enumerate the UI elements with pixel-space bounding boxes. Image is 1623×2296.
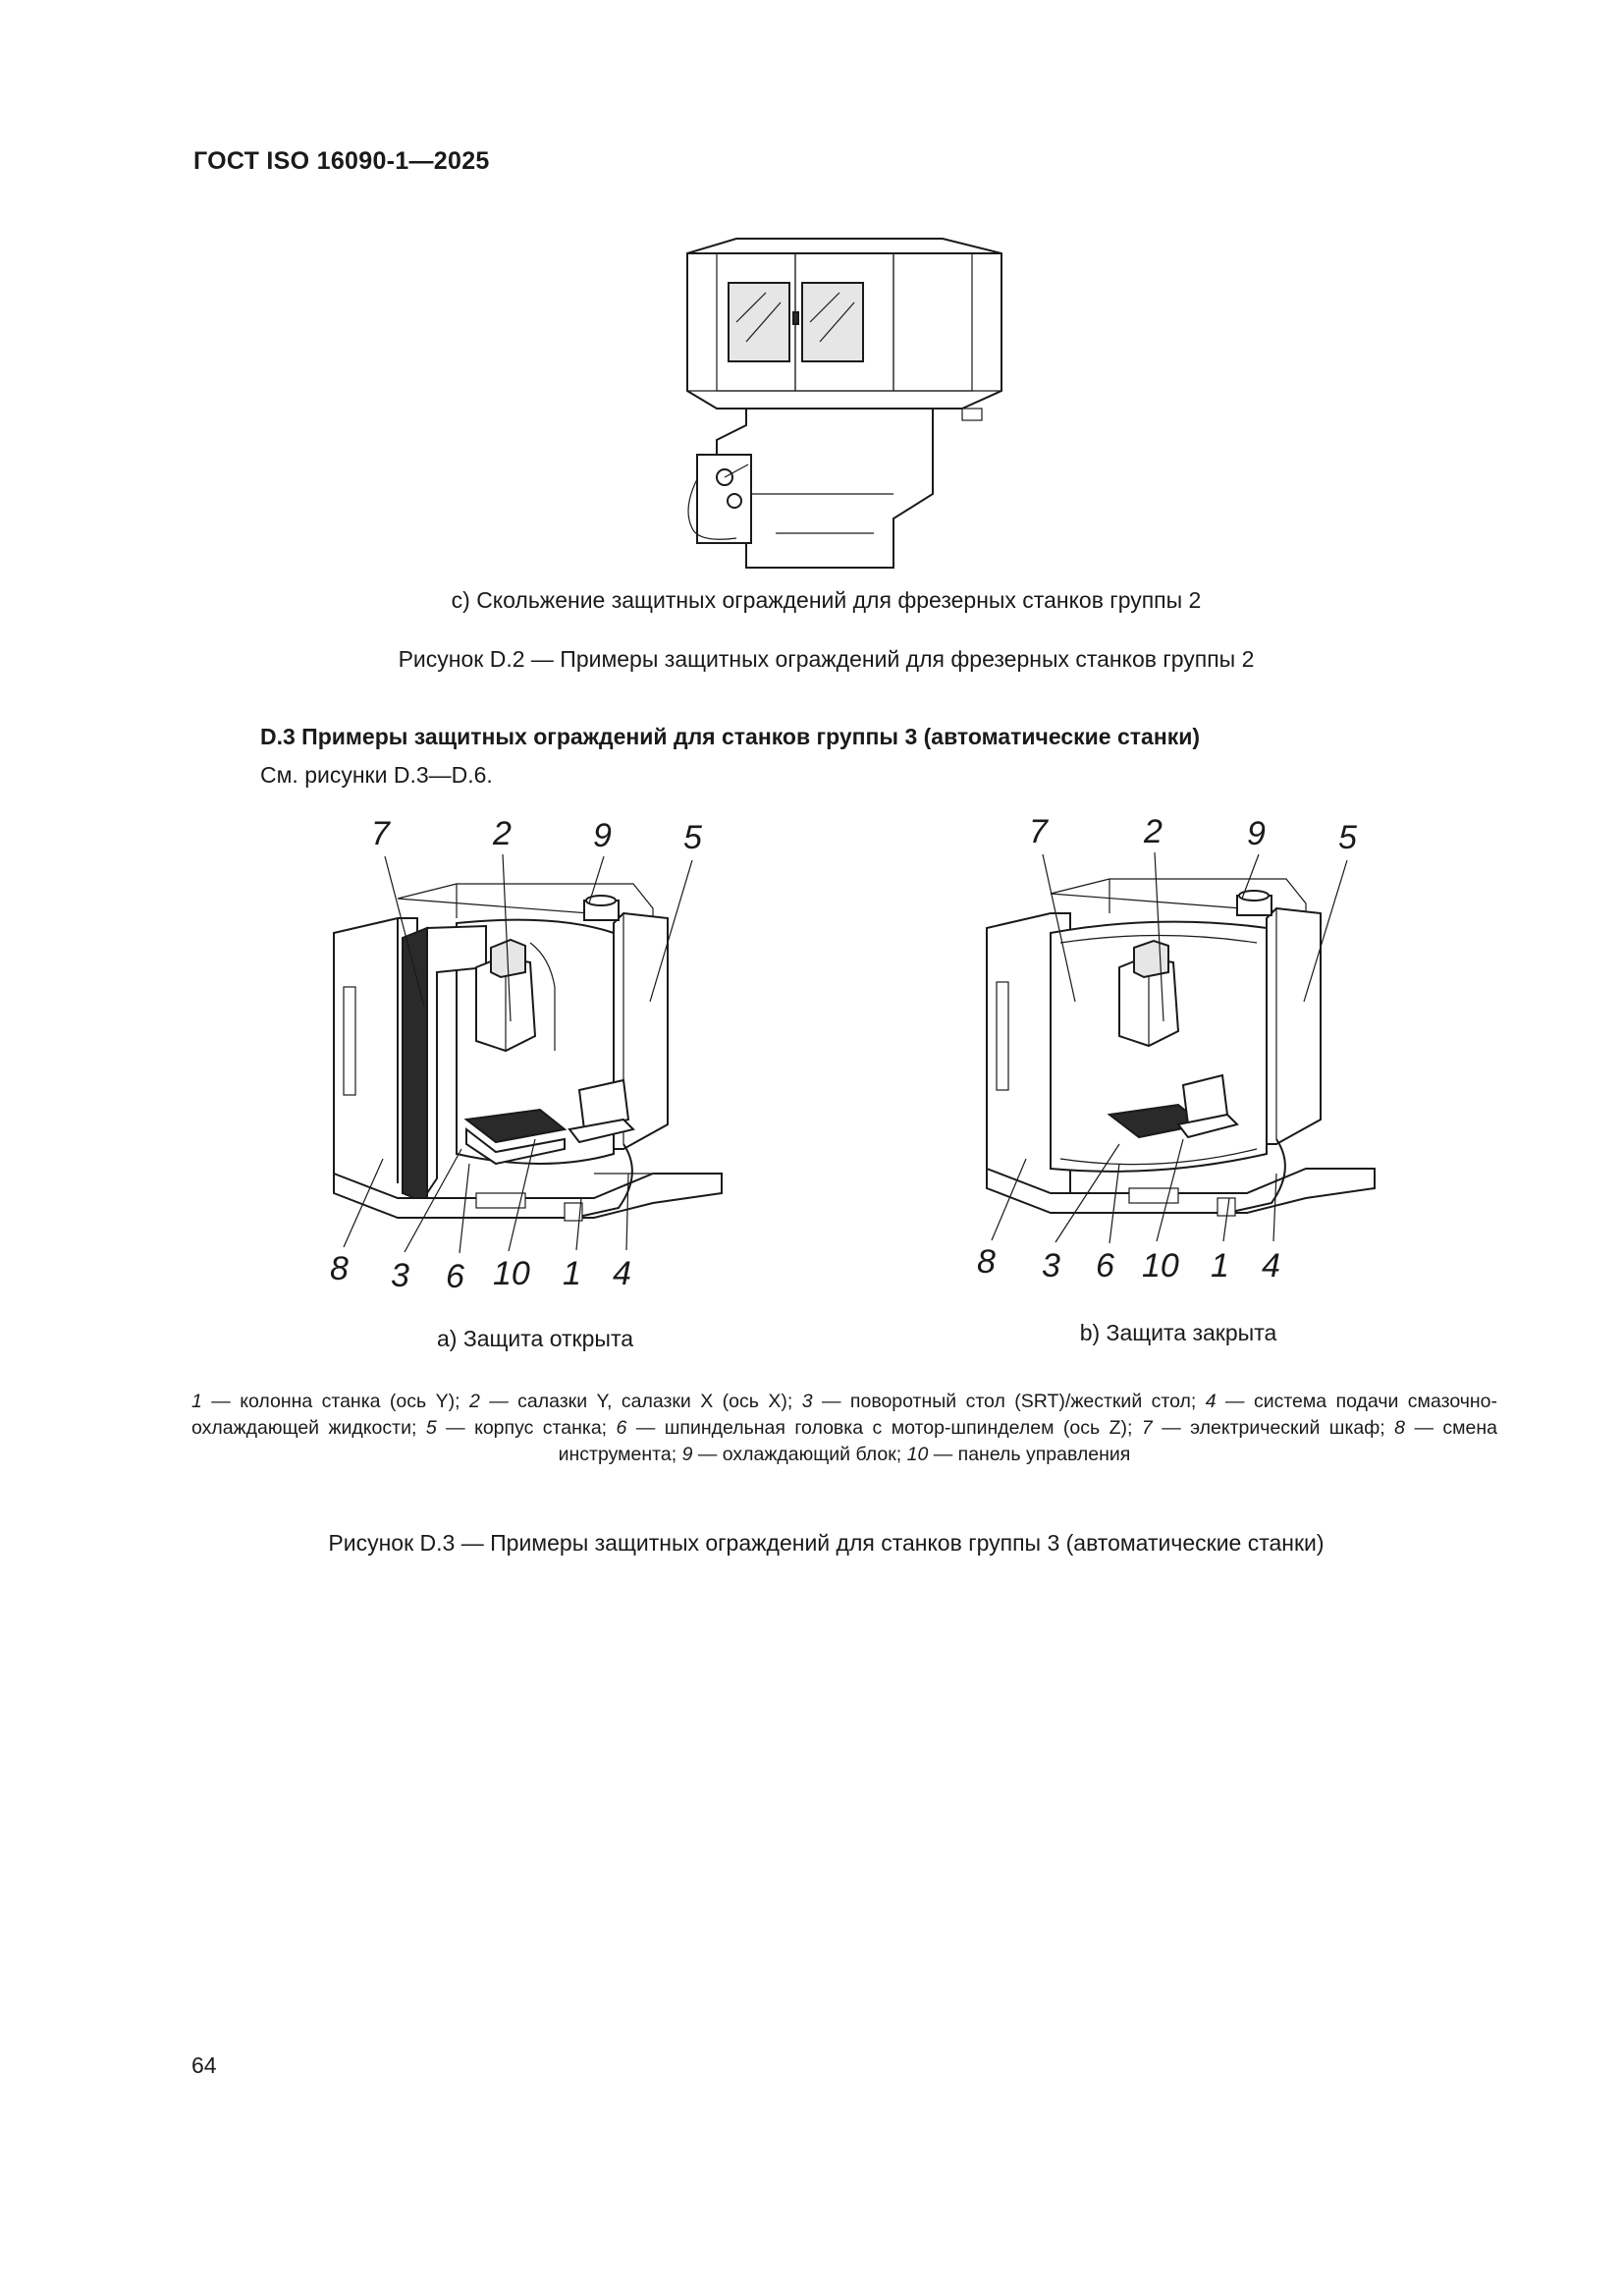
legend-text: — система подачи смазочно-охлаждающей жидкости; bbox=[191, 1391, 1497, 1439]
callout-label: 7 bbox=[1029, 813, 1048, 850]
legend-number: 7 bbox=[1141, 1417, 1153, 1439]
callout-label: 9 bbox=[593, 817, 612, 854]
legend-text: — поворотный стол (SRT)/жесткий стол; bbox=[812, 1391, 1206, 1412]
callout-label: 10 bbox=[1142, 1247, 1179, 1285]
figure-d2-caption: Рисунок D.2 — Примеры защитных ограждений для фрезерных станков группы 2 bbox=[398, 646, 1255, 672]
panel-b-subcaption: b) Защита закрыта bbox=[1079, 1320, 1277, 1345]
figure-d3-caption: Рисунок D.3 — Примеры защитных ограждений для станков группы 3 (автоматические станки) bbox=[328, 1530, 1325, 1556]
callout-label: 7 bbox=[371, 815, 390, 852]
page-number: 64 bbox=[191, 2052, 217, 2078]
callout-label: 2 bbox=[493, 815, 512, 852]
callout-label: 5 bbox=[683, 819, 702, 856]
legend-text: — электрический шкаф; bbox=[1152, 1417, 1395, 1439]
legend-text: — корпус станка; bbox=[436, 1417, 617, 1439]
legend-number: 3 bbox=[801, 1391, 813, 1412]
callout-label: 8 bbox=[977, 1243, 996, 1281]
legend-number: 4 bbox=[1205, 1391, 1217, 1412]
callout-label: 1 bbox=[1211, 1247, 1229, 1285]
legend-number: 9 bbox=[681, 1444, 693, 1465]
legend-number: 10 bbox=[906, 1444, 929, 1465]
legend-number: 1 bbox=[191, 1391, 202, 1412]
legend-text: — салазки Y, салазки X (ось X); bbox=[479, 1391, 802, 1412]
callout-label: 10 bbox=[493, 1255, 530, 1292]
callout-label: 2 bbox=[1144, 813, 1163, 850]
callout-label: 5 bbox=[1338, 819, 1357, 856]
figure-d3-legend bbox=[191, 1389, 1497, 1468]
callout-label: 6 bbox=[1096, 1247, 1114, 1285]
legend-number: 6 bbox=[616, 1417, 627, 1439]
legend-number: 5 bbox=[425, 1417, 437, 1439]
callout-label: 3 bbox=[391, 1257, 409, 1294]
legend-text: — панель управления bbox=[928, 1444, 1131, 1465]
legend-number: 2 bbox=[468, 1391, 480, 1412]
callout-label: 4 bbox=[613, 1255, 631, 1292]
callout-label: 9 bbox=[1247, 815, 1266, 852]
panel-a-subcaption: а) Защита открыта bbox=[436, 1326, 634, 1351]
section-d3-title: D.3 Примеры защитных ограждений для станков группы 3 (автоматические станки) bbox=[260, 724, 1201, 749]
legend-text: — колонна станка (ось Y); bbox=[201, 1391, 469, 1412]
legend-number: 8 bbox=[1394, 1417, 1406, 1439]
document-header: ГОСТ ISO 16090-1—2025 bbox=[193, 147, 490, 175]
legend-text: — смена инструмента; bbox=[558, 1417, 1498, 1465]
figure-d2-subcaption-c: с) Скольжение защитных ограждений для фрезерных станков группы 2 bbox=[451, 587, 1202, 613]
callout-label: 4 bbox=[1262, 1247, 1280, 1285]
callout-label: 8 bbox=[330, 1250, 349, 1287]
callout-label: 1 bbox=[563, 1255, 581, 1292]
callout-label: 3 bbox=[1042, 1247, 1060, 1285]
section-d3-reference: См. рисунки D.3—D.6. bbox=[260, 762, 493, 788]
callout-label: 6 bbox=[446, 1258, 464, 1295]
legend-text: — охлаждающий блок; bbox=[692, 1444, 907, 1465]
legend-text: — шпиндельная головка с мотор-шпинделем (ось Z); bbox=[626, 1417, 1142, 1439]
